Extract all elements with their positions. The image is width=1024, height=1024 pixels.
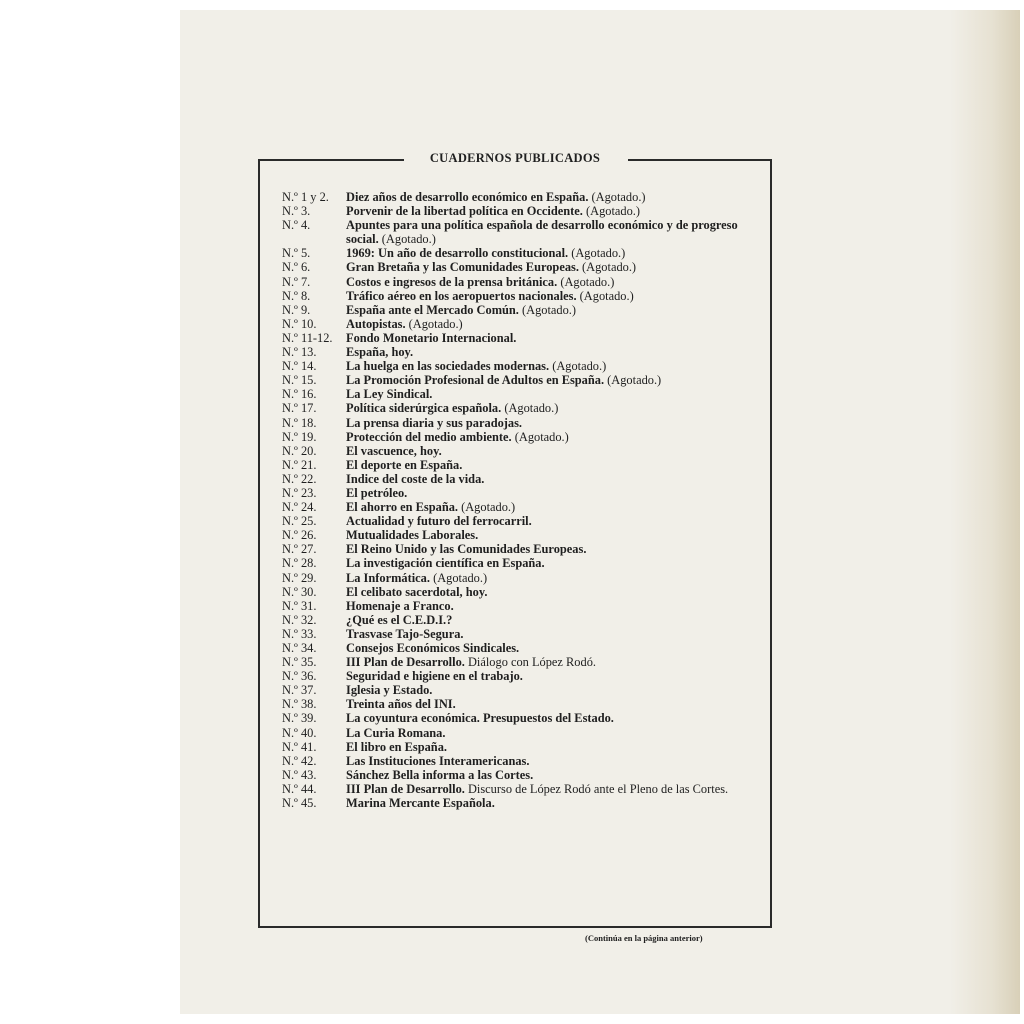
issue-number: N.º 30. [282, 584, 317, 599]
issue-note: (Agotado.) [405, 316, 463, 331]
list-item [282, 726, 770, 740]
list-item [282, 641, 770, 655]
list-item [282, 289, 770, 303]
issue-title [346, 331, 770, 345]
list-item [282, 556, 770, 570]
issue-title [346, 500, 770, 514]
issue-title-main: Tráfico aéreo en los aeropuertos nacionales. [346, 288, 577, 303]
list-item [282, 796, 770, 810]
issue-title [346, 289, 770, 303]
issue-title [346, 683, 770, 697]
issue-number: N.º 35. [282, 655, 317, 670]
issue-note: (Agotado.) [576, 288, 634, 303]
issue-title-main: Fondo Monetario Internacional. [346, 330, 517, 345]
list-item [282, 542, 770, 556]
issue-number: N.º 26. [282, 528, 317, 543]
issue-title [346, 373, 770, 387]
issue-title-main: Autopistas. [346, 316, 406, 331]
issue-number: N.º 31. [282, 598, 317, 613]
issue-title-main: III Plan de Desarrollo. [346, 655, 465, 670]
issue-title-main: La Ley Sindical. [346, 387, 433, 402]
issue-number: N.º 3. [282, 204, 311, 219]
issue-number: N.º 43. [282, 767, 317, 782]
issue-title [346, 613, 770, 627]
issue-title [346, 260, 770, 274]
issue-title [346, 458, 770, 472]
issue-note: Diálogo con López Rodó. [464, 655, 596, 670]
issue-title-main: La Informática. [346, 570, 430, 585]
issue-title [346, 726, 770, 740]
issue-title-main: 1969: Un año de desarrollo constitucional. [346, 246, 569, 261]
issue-number: N.º 4. [282, 218, 311, 233]
issue-number: N.º 44. [282, 781, 317, 796]
issue-number: N.º 5. [282, 246, 311, 261]
issue-title-main: Porvenir de la libertad política en Occidente. [346, 204, 583, 219]
list-item [282, 387, 770, 401]
issue-title [346, 711, 770, 725]
issue-title-main: Iglesia y Estado. [346, 683, 433, 698]
issue-note: (Agotado.) [578, 260, 637, 275]
issue-title [346, 303, 770, 317]
issue-number: N.º 13. [282, 345, 317, 360]
issue-number: N.º 1 y 2. [282, 190, 329, 204]
issue-number: N.º 38. [282, 697, 317, 712]
list-item [282, 246, 770, 260]
list-item [282, 740, 770, 754]
list-item [282, 782, 770, 796]
issue-number: N.º 42. [282, 753, 317, 768]
issue-title-main: Gran Bretaña y las Comunidades Europeas. [346, 260, 579, 275]
issue-number: N.º 24. [282, 500, 317, 515]
issue-title-main: El libro en España. [346, 739, 447, 754]
list-item [282, 204, 770, 218]
issue-title [346, 204, 770, 218]
issue-note: (Agotado.) [429, 570, 488, 585]
issue-title [346, 655, 770, 669]
issue-title [346, 359, 770, 373]
issue-number: N.º 14. [282, 359, 317, 374]
issue-title-main: España ante el Mercado Común. [346, 302, 519, 317]
list-item [282, 359, 770, 373]
issue-title [346, 542, 770, 556]
issue-note: (Agotado.) [511, 429, 569, 444]
list-item [282, 528, 770, 542]
list-item [282, 768, 770, 782]
list-item [282, 444, 770, 458]
issue-number: N.º 33. [282, 626, 317, 641]
list-item [282, 401, 770, 415]
issue-number: N.º 40. [282, 725, 317, 740]
issue-title-main: El deporte en España. [346, 457, 463, 472]
issue-number: N.º 39. [282, 711, 317, 726]
issue-title-main: La huelga en las sociedades modernas. [346, 359, 550, 374]
issue-number: N.º 23. [282, 485, 317, 500]
issue-number: N.º 10. [282, 316, 317, 331]
issue-note: Discurso de López Rodó ante el Pleno de las Cortes. [464, 781, 729, 796]
list-item [282, 331, 770, 345]
issue-title-main: Actualidad y futuro del ferrocarril. [346, 514, 532, 529]
issue-title [346, 514, 770, 528]
issue-title-main: La coyuntura económica. Presupuestos del Estado. [346, 711, 614, 726]
issue-title-main: El Reino Unido y las Comunidades Europeas. [346, 542, 587, 557]
issue-title [346, 754, 770, 768]
issue-title [346, 444, 770, 458]
issue-title [346, 472, 770, 486]
issue-note: (Agotado.) [549, 359, 607, 374]
issue-title [346, 387, 770, 401]
issue-number: N.º 45. [282, 796, 317, 811]
issue-number: N.º 37. [282, 683, 317, 698]
list-item [282, 711, 770, 725]
issue-title [346, 345, 770, 359]
issue-note: (Agotado.) [568, 246, 626, 261]
issue-title [346, 246, 770, 260]
issue-number: N.º 19. [282, 429, 317, 444]
list-item [282, 275, 770, 289]
issue-title-main: La investigación científica en España. [346, 556, 545, 571]
issue-title-main: Consejos Económicos Sindicales. [346, 641, 520, 655]
issue-number: N.º 20. [282, 443, 317, 458]
issue-title-main: Apuntes para una política española de desarrollo económico y de progreso social. [346, 218, 738, 247]
issue-title-main: ¿Qué es el C.E.D.I.? [346, 612, 453, 627]
issue-title [346, 218, 770, 246]
list-item [282, 317, 770, 331]
issue-number: N.º 17. [282, 401, 317, 416]
list-item [282, 697, 770, 711]
issue-note: (Agotado.) [582, 204, 641, 219]
issue-title-main: Treinta años del INI. [346, 697, 456, 712]
issue-title [346, 401, 770, 415]
issue-title-main: Las Instituciones Interamericanas. [346, 753, 530, 768]
issue-title [346, 430, 770, 444]
issue-title [346, 768, 770, 782]
issue-number: N.º 18. [282, 415, 317, 430]
issue-title [346, 697, 770, 711]
issue-note: (Agotado.) [557, 274, 615, 289]
issue-title [346, 669, 770, 683]
issue-title-main: El ahorro en España. [346, 500, 458, 515]
issue-title-main: Mutualidades Laborales. [346, 528, 479, 543]
issue-title-main: Protección del medio ambiente. [346, 429, 512, 444]
issue-note: (Agotado.) [458, 500, 516, 515]
list-item [282, 486, 770, 500]
issue-title-main: III Plan de Desarrollo. [346, 781, 465, 796]
list-item [282, 472, 770, 486]
list-item [282, 345, 770, 359]
issue-note: (Agotado.) [378, 232, 436, 247]
list-item [282, 571, 770, 585]
issue-title [346, 528, 770, 542]
issue-title-main: La Curia Romana. [346, 725, 446, 740]
issue-title-main: Política siderúrgica española. [346, 401, 502, 416]
issue-title-main: La prensa diaria y sus paradojas. [346, 415, 523, 430]
issue-title-main: España, hoy. [346, 345, 414, 360]
issue-title [346, 571, 770, 585]
issue-title-main: La Promoción Profesional de Adultos en España. [346, 373, 605, 388]
issue-title-main: Marina Mercante Española. [346, 796, 495, 811]
list-item [282, 585, 770, 599]
list-item [282, 416, 770, 430]
issue-number: N.º 22. [282, 471, 317, 486]
issue-number: N.º 15. [282, 373, 317, 388]
list-item [282, 599, 770, 613]
list-item [282, 373, 770, 387]
issue-title [346, 641, 770, 655]
issue-number: N.º 36. [282, 669, 317, 684]
list-item [282, 303, 770, 317]
issue-number: N.º 21. [282, 457, 317, 472]
list-item [282, 613, 770, 627]
list-item [282, 260, 770, 274]
issue-title-main: Trasvase Tajo-Segura. [346, 626, 464, 641]
issue-title [346, 585, 770, 599]
issue-title-main: Seguridad e higiene en el trabajo. [346, 669, 523, 684]
issue-title [346, 190, 770, 204]
issue-note: (Agotado.) [501, 401, 559, 416]
page-edge-shadow [950, 10, 1020, 1014]
issue-title [346, 486, 770, 500]
list-item [282, 190, 770, 204]
issue-number: N.º 8. [282, 288, 311, 303]
issue-number: N.º 6. [282, 260, 311, 275]
list-item [282, 754, 770, 768]
issue-number: N.º 29. [282, 570, 317, 585]
issue-number: N.º 9. [282, 302, 311, 317]
list-item [282, 655, 770, 669]
issue-title-main: El celibato sacerdotal, hoy. [346, 584, 488, 599]
issue-title [346, 317, 770, 331]
frame-title: CUADERNOS PUBLICADOS [429, 151, 601, 165]
book-page [180, 10, 1020, 1014]
issue-title-main: Sánchez Bella informa a las Cortes. [346, 767, 534, 782]
issue-title-main: Diez años de desarrollo económico en España. [346, 190, 589, 204]
list-item [282, 514, 770, 528]
issue-title-main: Costos e ingresos de la prensa británica. [346, 274, 558, 289]
issue-note: (Agotado.) [604, 373, 662, 388]
issue-title-main: El vascuence, hoy. [346, 443, 442, 458]
issue-number: N.º 28. [282, 556, 317, 571]
list-item [282, 627, 770, 641]
publications-list [282, 190, 770, 810]
issue-title [346, 627, 770, 641]
issue-number: N.º 25. [282, 514, 317, 529]
continuation-note: (Continúa en la página anterior) [585, 933, 703, 943]
issue-number: N.º 16. [282, 387, 317, 402]
issue-number: N.º 32. [282, 612, 317, 627]
list-item [282, 669, 770, 683]
list-item [282, 458, 770, 472]
issue-number: N.º 34. [282, 641, 317, 655]
issue-note: (Agotado.) [588, 190, 646, 204]
issue-title [346, 740, 770, 754]
issue-title [346, 782, 770, 796]
issue-title-main: El petróleo. [346, 485, 408, 500]
issue-note: (Agotado.) [518, 302, 577, 317]
issue-title [346, 599, 770, 613]
issue-title [346, 796, 770, 810]
list-item [282, 218, 770, 246]
issue-title [346, 556, 770, 570]
issue-title-main: Homenaje a Franco. [346, 598, 454, 613]
publications-frame [258, 151, 772, 928]
issue-title [346, 416, 770, 430]
list-item [282, 500, 770, 514]
issue-number: N.º 27. [282, 542, 317, 557]
issue-number: N.º 7. [282, 274, 311, 289]
issue-title [346, 275, 770, 289]
list-item [282, 683, 770, 697]
list-item [282, 430, 770, 444]
issue-number: N.º 11-12. [282, 330, 333, 345]
issue-number: N.º 41. [282, 739, 317, 754]
issue-title-main: Indice del coste de la vida. [346, 471, 485, 486]
